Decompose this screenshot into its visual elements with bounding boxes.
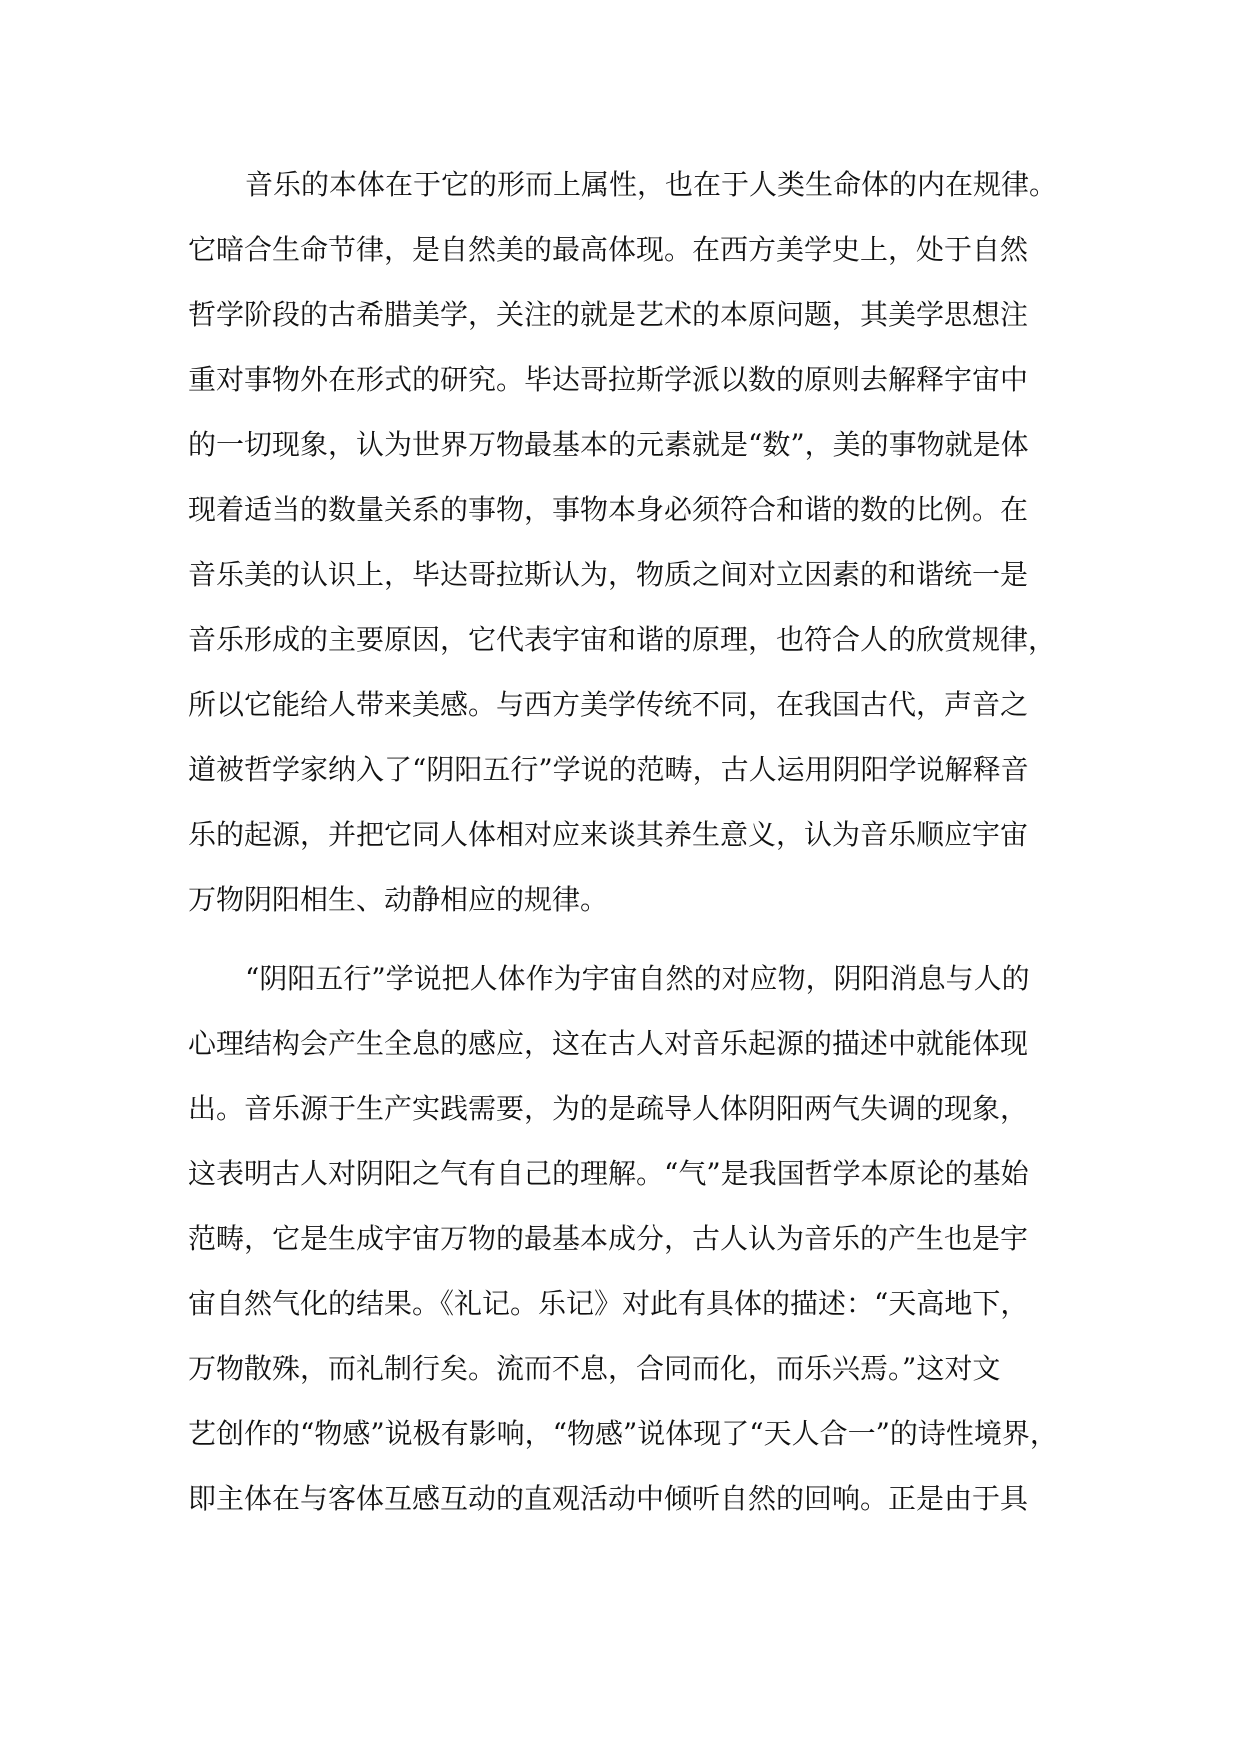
text-line: 范畴，它是生成宇宙万物的最基本成分，古人认为音乐的产生也是宇 bbox=[188, 1222, 1029, 1255]
text-line: 心理结构会产生全息的感应，这在古人对音乐起源的描述中就能体现 bbox=[188, 1027, 1029, 1060]
text-line: 艺创作的“物感”说极有影响，“物感”说体现了“天人合一”的诗性境界， bbox=[188, 1417, 1058, 1450]
text-line: 乐的起源，并把它同人体相对应来谈其养生意义，认为音乐顺应宇宙 bbox=[188, 818, 1029, 851]
paragraph-1 bbox=[188, 152, 1058, 932]
text-line: 万物散殊，而礼制行矣。流而不息，合同而化，而乐兴焉。”这对文 bbox=[188, 1352, 1001, 1385]
text-line: 哲学阶段的古希腊美学，关注的就是艺术的本原问题，其美学思想注 bbox=[188, 298, 1029, 331]
text-line: 宙自然气化的结果。《礼记。乐记》对此有具体的描述：“天高地下， bbox=[188, 1287, 1029, 1320]
text-line: 音乐的本体在于它的形而上属性，也在于人类生命体的内在规律。 bbox=[245, 168, 1058, 201]
text-line: 这表明古人对阴阳之气有自己的理解。“气”是我国哲学本原论的基始 bbox=[188, 1157, 1029, 1190]
text-line: 所以它能给人带来美感。与西方美学传统不同，在我国古代，声音之 bbox=[188, 688, 1029, 721]
text-line: 重对事物外在形式的研究。毕达哥拉斯学派以数的原则去解释宇宙中 bbox=[188, 363, 1029, 396]
text-line: 道被哲学家纳入了“阴阳五行”学说的范畴，古人运用阴阳学说解释音 bbox=[188, 753, 1029, 786]
text-line: 出。音乐源于生产实践需要，为的是疏导人体阴阳两气失调的现象， bbox=[188, 1092, 1029, 1125]
text-line: 即主体在与客体互感互动的直观活动中倾听自然的回响。正是由于具 bbox=[188, 1482, 1029, 1515]
text-line: 音乐美的认识上，毕达哥拉斯认为，物质之间对立因素的和谐统一是 bbox=[188, 558, 1029, 591]
text-line: 万物阴阳相生、动静相应的规律。 bbox=[188, 883, 609, 916]
text-line: 音乐形成的主要原因，它代表宇宙和谐的原理，也符合人的欣赏规律， bbox=[188, 623, 1057, 656]
paragraph-2 bbox=[188, 946, 1058, 1531]
text-line: 的一切现象，认为世界万物最基本的元素就是“数”，美的事物就是体 bbox=[188, 428, 1029, 461]
text-line: 现着适当的数量关系的事物，事物本身必须符合和谐的数的比例。在 bbox=[188, 493, 1029, 526]
text-line: “阴阳五行”学说把人体作为宇宙自然的对应物，阴阳消息与人的 bbox=[245, 962, 1030, 995]
text-line: 它暗合生命节律，是自然美的最高体现。在西方美学史上，处于自然 bbox=[188, 233, 1029, 266]
